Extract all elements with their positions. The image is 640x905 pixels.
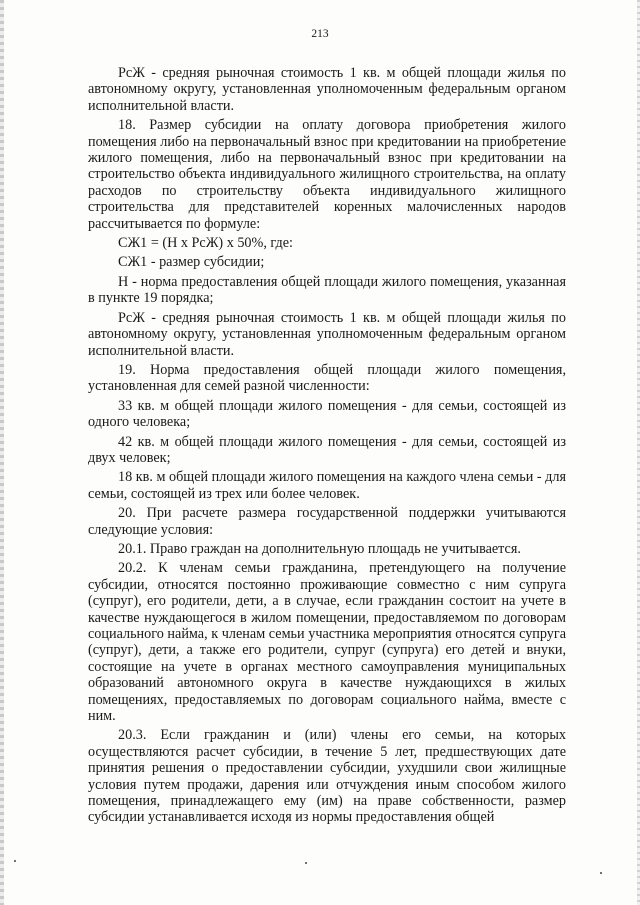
scan-edge-left <box>0 0 4 905</box>
paragraph-n-definition: Н - норма предоставления общей площади жилого помещения, указанная в пункте 19 порядка; <box>88 273 566 307</box>
paragraph-norm-one-person: 33 кв. м общей площади жилого помещения - для семьи, состоящей из одного человека; <box>88 397 566 431</box>
scan-speck <box>305 862 307 864</box>
paragraph-rszh-definition-2: РсЖ - средняя рыночная стоимость 1 кв. м общей площади жилья по автономному округу, установленная уполномоченным федеральным органом исполнительной власти. <box>88 309 566 359</box>
paragraph-20-conditions: 20. При расчете размера государственной поддержки учитываются следующие условия: <box>88 505 566 538</box>
paragraph-norm-two-persons: 42 кв. м общей площади жилого помещения - для семьи, состоящей из двух человек; <box>88 433 566 466</box>
paragraph-norm-three-or-more: 18 кв. м общей площади жилого помещения на каждого члена семьи - для семьи, состоящей из трех или более человек. <box>88 469 566 502</box>
paragraph-20-3: 20.3. Если гражданин и (или) члены его семьи, на которых осуществляются расчет субсидии, в течение 5 лет, предшествующих дате принятия решения о предоставлении субсидии, ухудшили свои жилищные условия путем продажи, дарения или отчуждения иным способом жилого помещения, принадлежащего ему (им) на праве собственности, размер субсидии устанавливается исходя из нормы предоставления общей <box>88 727 566 826</box>
scan-speck <box>14 860 16 862</box>
paragraph-formula: СЖ1 = (Н х РсЖ) х 50%, где: <box>118 235 294 252</box>
paragraph-18-subsidy-size: 18. Размер субсидии на оплату договора приобретения жилого помещения либо на первоначальный взнос при кредитовании на приобретение жилого помещения, либо на первоначальный взнос при кредитовании на строительство объекта индивидуального жилищного строительства, на оплату расходов по строительству объекта индивидуального жилищного строительства для представителей коренных малочисленных народов рассчитывается по формуле: <box>88 117 566 232</box>
paragraph-19-area-norm: 19. Норма предоставления общей площади жилого помещения, установленная для семей разной численности: <box>88 361 566 395</box>
paragraph-20-2: 20.2. К членам семьи гражданина, претендующего на получение субсидии, относятся постоянно проживающие совместно с ним супруга (супруг), его родители, дети, а в случае, если гражданин состоит на учете в качестве нуждающегося в жилом помещении, предоставляемом по договорам социального найма, к членам семьи участника мероприятия относятся супруга (супруг), дети, а также его родители, супруг (супруга) его детей и внуки, состоящие на учете в органах местного самоуправления муниципальных образований автономного округа в качестве нуждающихся в жилых помещениях, предоставляемых по договорам социального найма, вместе с ним. <box>88 560 566 725</box>
scan-speck <box>600 872 602 874</box>
page-number: 213 <box>311 28 329 40</box>
document-body <box>88 65 566 826</box>
paragraph-szh1-definition: СЖ1 - размер субсидии; <box>118 254 265 271</box>
paragraph-20-1: 20.1. Право граждан на дополнительную площадь не учитывается. <box>118 540 521 557</box>
paragraph-rszh-definition-1: РсЖ - средняя рыночная стоимость 1 кв. м общей площади жилья по автономному округу, установленная уполномоченным федеральным органом исполнительной власти. <box>88 65 566 114</box>
